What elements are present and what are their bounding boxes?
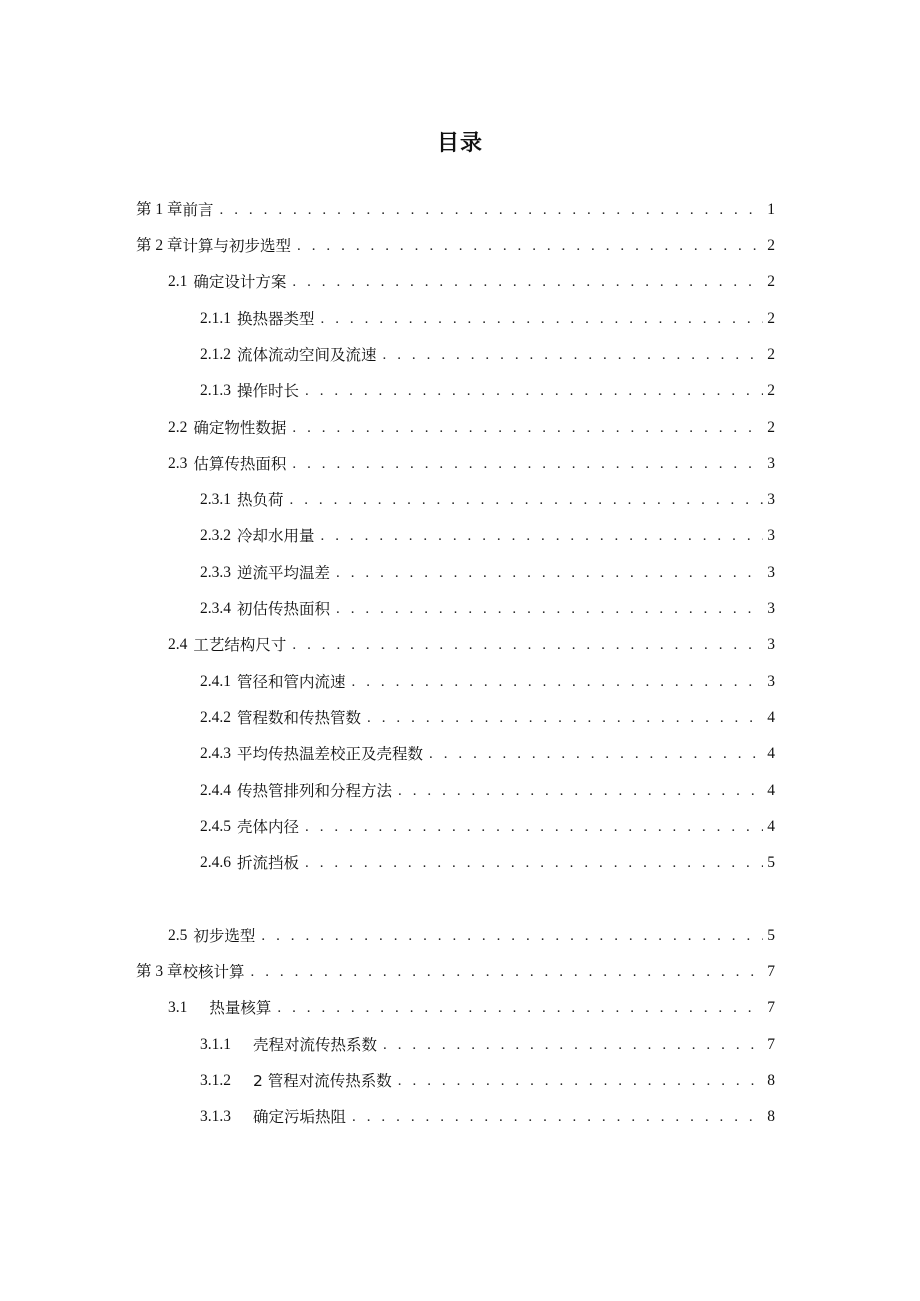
toc-entry-number: 2.3.2 — [200, 527, 231, 544]
dot-leader — [398, 1063, 763, 1099]
toc-entry[interactable] — [200, 773, 775, 809]
toc-entry[interactable] — [200, 518, 775, 554]
toc-entry-page: 4 — [767, 818, 775, 835]
toc-entry-text: 前言 — [182, 201, 214, 219]
toc-entry-text: 热负荷 — [237, 491, 284, 509]
toc-entry-text: 热量核算 — [209, 999, 272, 1017]
toc-entry-number: 2.1.3 — [200, 382, 231, 399]
toc-entry-text: 操作时长 — [237, 382, 300, 400]
toc-entry-text: 流体流动空间及流速 — [237, 346, 377, 364]
toc-entry-number: 2.3.4 — [200, 600, 231, 617]
toc-entry[interactable] — [200, 809, 775, 845]
toc-entry-text: 壳体内径 — [237, 818, 300, 836]
toc-entry[interactable] — [200, 1027, 775, 1063]
toc-entry-number: 2.1.1 — [200, 310, 231, 327]
toc-entry-number: 3.1 — [168, 999, 188, 1016]
toc-entry-page: 8 — [767, 1072, 775, 1089]
toc-entry-text: 初步选型 — [193, 927, 256, 945]
dot-leader — [297, 228, 763, 264]
toc-entry-page: 2 — [767, 346, 775, 363]
dot-leader — [220, 192, 763, 228]
toc-entry[interactable] — [200, 1063, 775, 1099]
toc-entry-page: 3 — [767, 491, 775, 508]
toc-entry-page: 3 — [767, 636, 775, 653]
dot-leader — [429, 736, 763, 772]
toc-entry[interactable] — [200, 664, 775, 700]
toc-entry-page: 2 — [767, 419, 775, 436]
toc-entry-page: 5 — [767, 927, 775, 944]
toc-entry[interactable] — [200, 337, 775, 373]
dot-leader — [321, 301, 763, 337]
toc-entry-number: 2.2 — [168, 419, 188, 436]
dot-leader — [292, 264, 763, 300]
toc-entry[interactable] — [200, 736, 775, 772]
toc-entry-text: 确定物性数据 — [193, 419, 287, 437]
toc-entry-text: 工艺结构尺寸 — [193, 636, 287, 654]
dot-leader — [352, 664, 763, 700]
toc-entry[interactable] — [200, 845, 775, 881]
dot-leader — [292, 410, 763, 446]
dot-leader — [383, 1027, 763, 1063]
toc-entry[interactable] — [200, 373, 775, 409]
toc-entry-page: 2 — [767, 273, 775, 290]
toc-entry-number: 2.4.6 — [200, 854, 231, 871]
toc-entry[interactable] — [136, 192, 775, 228]
toc-entry-page: 2 — [767, 310, 775, 327]
dot-leader — [292, 446, 763, 482]
dot-leader — [367, 700, 763, 736]
toc-entry-page: 2 — [767, 237, 775, 254]
toc-entry-number: 2.4.5 — [200, 818, 231, 835]
toc-entry-page: 3 — [767, 600, 775, 617]
dot-leader — [398, 773, 763, 809]
dot-leader — [321, 518, 763, 554]
dot-leader — [383, 337, 763, 373]
toc-entry-page: 5 — [767, 854, 775, 871]
toc-title: 目录 — [436, 131, 483, 156]
toc-entry-page: 2 — [767, 382, 775, 399]
toc-entry-page: 7 — [767, 963, 775, 980]
toc-entry[interactable] — [200, 482, 775, 518]
dot-leader — [336, 591, 763, 627]
dot-leader — [305, 373, 763, 409]
toc-entry-page: 3 — [767, 527, 775, 544]
toc-entry-number: 2.1.2 — [200, 346, 231, 363]
toc-entry-text: 管径和管内流速 — [237, 673, 346, 691]
toc-entry-text: 冷却水用量 — [237, 527, 315, 545]
toc-entry-number: 2.4 — [168, 636, 188, 653]
toc-entry[interactable] — [200, 301, 775, 337]
toc-entry[interactable] — [168, 264, 775, 300]
toc-entry-number: 3.1.2 — [200, 1072, 231, 1089]
toc-entry-page: 8 — [767, 1108, 775, 1125]
toc-entry-text: 壳程对流传热系数 — [253, 1036, 378, 1054]
toc-entry[interactable] — [136, 954, 775, 990]
toc-entry-page: 4 — [767, 745, 775, 762]
toc-entry-text: 初估传热面积 — [237, 600, 331, 618]
toc-entry-number: 2.3.3 — [200, 564, 231, 581]
toc-entry-text: 计算与初步选型 — [182, 237, 292, 255]
toc-entry[interactable] — [200, 591, 775, 627]
toc-entry-number: 2.3 — [168, 455, 188, 472]
dot-leader — [290, 482, 763, 518]
toc-entry-number: 2.4.1 — [200, 673, 231, 690]
toc-entry-number: 2.1 — [168, 273, 188, 290]
toc-entry-number: 2.5 — [168, 927, 188, 944]
toc-entry-text: 换热器类型 — [237, 310, 315, 328]
dot-leader — [251, 954, 763, 990]
dot-leader — [352, 1099, 763, 1135]
toc-entry-page: 1 — [767, 201, 775, 218]
toc-entry-number: 3.1.3 — [200, 1108, 231, 1125]
toc-entry[interactable] — [136, 228, 775, 264]
toc-entry-number: 2.3.1 — [200, 491, 231, 508]
toc-entry-number: 2.4.3 — [200, 745, 231, 762]
toc-entry-text: 折流挡板 — [237, 854, 300, 872]
toc-entry[interactable] — [200, 1099, 775, 1135]
toc-entry[interactable] — [168, 918, 775, 954]
toc-entry-page: 4 — [767, 709, 775, 726]
toc-entry-text: 管程数和传热管数 — [237, 709, 362, 727]
dot-leader — [336, 555, 763, 591]
toc-entry-number: 第 3 章 — [136, 963, 183, 980]
toc-entry[interactable] — [200, 700, 775, 736]
dot-leader — [277, 990, 763, 1026]
toc-entry-text: 传热管排列和分程方法 — [237, 782, 393, 800]
toc-entry-page: 7 — [767, 999, 775, 1016]
toc-entry-text: 平均传热温差校正及壳程数 — [237, 745, 424, 763]
toc-entry-page: 3 — [767, 564, 775, 581]
toc-entry-text: 确定设计方案 — [193, 273, 287, 291]
toc-entry-number: 第 2 章 — [136, 237, 183, 254]
toc-entry-number: 第 1 章 — [136, 201, 183, 218]
toc-entry[interactable] — [200, 555, 775, 591]
toc-entry-page: 3 — [767, 455, 775, 472]
toc-entry-text: 2 管程对流传热系数 — [253, 1072, 392, 1090]
toc-entry-text: 确定污垢热阻 — [253, 1108, 347, 1126]
toc-entry-number: 2.4.4 — [200, 782, 231, 799]
toc-entry-text: 估算传热面积 — [193, 455, 287, 473]
toc-entry-page: 7 — [767, 1036, 775, 1053]
dot-leader — [305, 845, 763, 881]
toc-entry-number: 2.4.2 — [200, 709, 231, 726]
toc-entry[interactable] — [168, 410, 775, 446]
dot-leader — [305, 809, 763, 845]
toc-entry-text: 校核计算 — [182, 963, 245, 981]
dot-leader — [292, 627, 763, 663]
toc-entry-page: 3 — [767, 673, 775, 690]
toc-entry[interactable] — [168, 990, 775, 1026]
toc-entry[interactable] — [168, 627, 775, 663]
toc-entry-number: 3.1.1 — [200, 1036, 231, 1053]
toc-entry-text: 逆流平均温差 — [237, 564, 331, 582]
toc-entry-page: 4 — [767, 782, 775, 799]
toc-entry[interactable] — [168, 446, 775, 482]
dot-leader — [261, 918, 763, 954]
